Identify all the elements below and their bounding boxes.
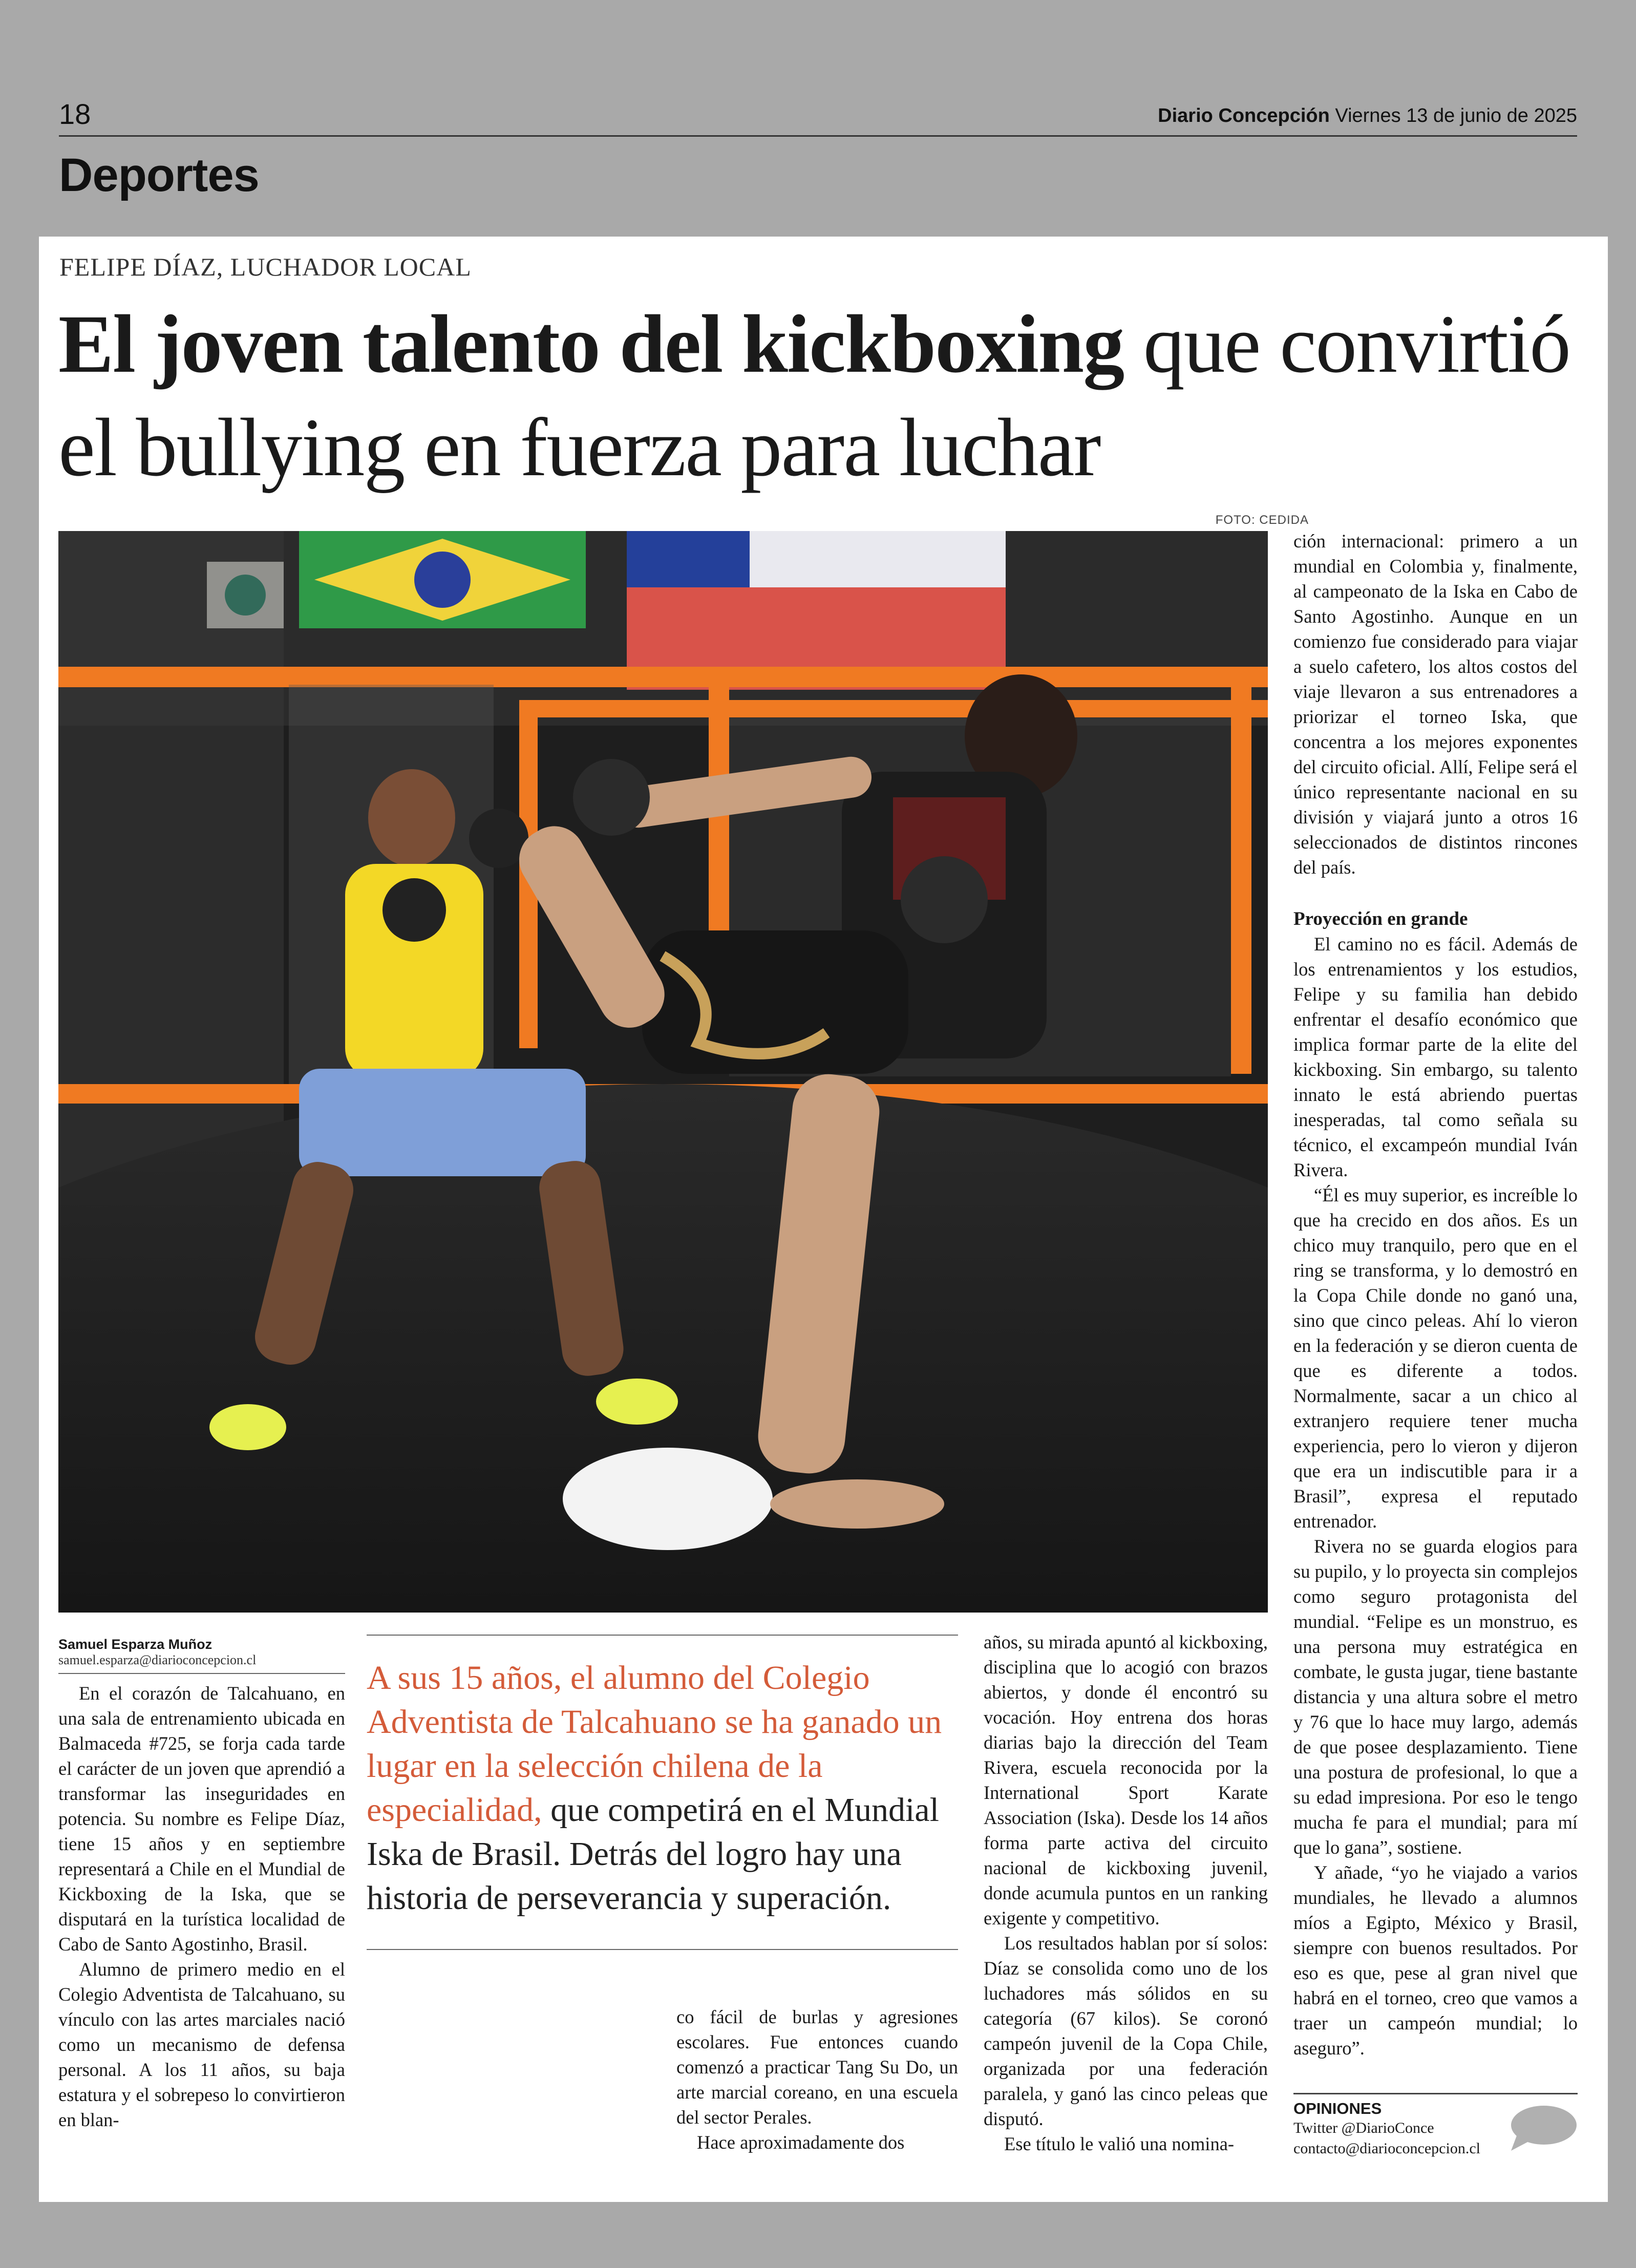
paper-name: Diario Concepción: [1158, 105, 1330, 126]
article-column-2: [676, 2004, 958, 2155]
opinions-box: [1293, 2093, 1578, 2159]
paragraph: Y añade, “yo he viajado a varios mundiales, he llevado a alumnos míos a Egipto, México y Brasil, siempre con buenos resultados. Por eso es que, pese al gran nivel que habrá en el torneo, creo que vamos a traer un campeón mundial; lo aseguro”.: [1293, 1862, 1578, 2059]
paragraph: años, su mirada apuntó al kickboxing, disciplina que lo acogió con brazos abiertos, y donde él encontró su vocación. Hoy entrena dos horas diarias bajo la dirección del Team Rivera, escuela reconocida por la International Sport Karate Association (Iska). Desde los 14 años forma parte activa del circuito nacional de kickboxing juvenil, donde acumula puntos en un ranking exigente y competitivo.: [984, 1631, 1268, 1928]
paragraph: El camino no es fácil. Además de los entrenamientos y los estudios, Felipe y su familia han debido enfrentar el desafío económico que implica formar parte de la elite del kickboxing. Sin embargo, su talento innato le está abriendo puertas inesperadas, tal como señala su técnico, el excampeón mundial Iván Rivera.: [1293, 934, 1578, 1180]
opinions-contact[interactable]: contacto@diarioconcepcion.cl: [1293, 2140, 1480, 2157]
byline-email[interactable]: samuel.esparza@diarioconcepcion.cl: [58, 1652, 257, 1667]
pull-quote: [367, 1635, 958, 1950]
photo-credit: FOTO: CEDIDA: [1215, 513, 1309, 527]
opinions-twitter[interactable]: Twitter @DiarioConce: [1293, 2119, 1434, 2136]
paragraph: co fácil de burlas y agresiones escolares. Fue entonces cuando comenzó a practicar Tang Su Do, un arte marcial coreano, en una escuela del sector Perales.: [676, 2006, 958, 2128]
article-kicker: FELIPE DÍAZ, LUCHADOR LOCAL: [59, 252, 472, 281]
page-number: 18: [59, 98, 91, 130]
subheading: Proyección en grande: [1293, 908, 1468, 929]
paragraph: Rivera no se guarda elogios para su pupilo, y lo proyecta sin complejos como seguro protagonista del mundial. “Felipe es un monstruo, es una persona muy estratégica en combate, le gusta jugar, tiene bastante distancia y una altura sobre el metro y 76 que lo hace muy largo, además de que posee desplazamiento. Tiene una postura de profesional, lo que a su edad impresiona. Por eso le tengo mucha fe para el mundial; para mí que lo gana”, sostiene.: [1293, 1536, 1578, 1858]
section-title: Deportes: [59, 149, 259, 201]
byline: [58, 1637, 345, 1674]
paragraph: Los resultados hablan por sí solos: Díaz se consolida como uno de los luchadores más sólidos en su categoría (67 kilos). Se coronó campeón juvenil de la Copa Chile, organizada por una federación paralela, y ganó las cinco peleas que disputó.: [984, 1933, 1268, 2129]
article-column-1: [58, 1681, 345, 2132]
paragraph: Ese título le valió una nomina-: [1004, 2133, 1235, 2154]
header-rule: [59, 135, 1577, 137]
pull-quote-rest: que competirá en el Mundial Iska de Brasil. Detrás del logro hay una historia de perseverancia y superación.: [367, 1791, 939, 1917]
paragraph: En el corazón de Talcahuano, en una sala de entrenamiento ubicada en Balmaceda #725, se forja cada tarde el carácter de un joven que aprendió a transformar las inseguridades en potencia. Su nombre es Felipe Díaz, tiene 15 años y en septiembre representará a Chile en el Mundial de Kickboxing de la Iska, que se disputará en la turística localidad de Cabo de Santo Agostinho, Brasil.: [58, 1683, 345, 1955]
paragraph: Alumno de primero medio en el Colegio Adventista de Talcahuano, su vínculo con las artes marciales nació como un mecanismo de defensa personal. A los 11 años, su baja estatura y el sobrepeso lo convirtieron en blan-: [58, 1959, 345, 2130]
pull-quote-highlight: A sus 15 años, el alumno del Colegio Adventista de Talcahuano se ha ganado un lugar en la selección chilena de la especialidad,: [367, 1659, 942, 1829]
paragraph: Hace aproximadamente dos: [697, 2132, 905, 2153]
paragraph: “Él es muy superior, es increíble lo que ha crecido en dos años. Es un chico muy tranquilo, pero que en el ring se transforma, y lo demostró en la Copa Chile donde no ganó una, sino que cinco peleas. Ahí lo vieron en la federación y se dieron cuenta de que es diferente a todos. Normalmente, sacar a un chico al extranjero requiere tener mucha experiencia, pero lo vieron y dijeron que era un indiscutible para ir a Brasil”, expresa el reputado entrenador.: [1293, 1184, 1578, 1532]
headline-bold: El joven talento del kickboxing: [58, 299, 1124, 390]
speech-bubble-icon: [1507, 2104, 1578, 2153]
byline-name: Samuel Esparza Muñoz: [58, 1637, 213, 1652]
article-column-3: [984, 1629, 1268, 2156]
article-photo: [58, 531, 1268, 1613]
article-headline: [58, 293, 1595, 500]
kickboxing-photo-illustration: [58, 531, 1268, 1613]
opinions-title: OPINIONES: [1293, 2100, 1382, 2117]
issue-date: Viernes 13 de junio de 2025: [1335, 105, 1577, 126]
masthead-date: [1158, 105, 1577, 127]
article-sheet: [39, 237, 1608, 2202]
paragraph: ción internacional: primero a un mundial en Colombia y, finalmente, al campeonato de la Iska en Cabo de Santo Agostinho. Aunque en un comienzo fue considerado para viajar a suelo cafetero, los altos costos del viaje llevaron a sus entrenadores a priorizar el torneo Iska, que concentra a los mejores exponentes del circuito oficial. Allí, Felipe será el único representante nacional en su división y viajará junto a otros 16 seleccionados de distintos rincones del país.: [1293, 531, 1578, 878]
headline-rest: que convirtió el bullying en fuerza para luchar: [58, 299, 1570, 494]
article-column-4: [1293, 528, 1578, 2061]
